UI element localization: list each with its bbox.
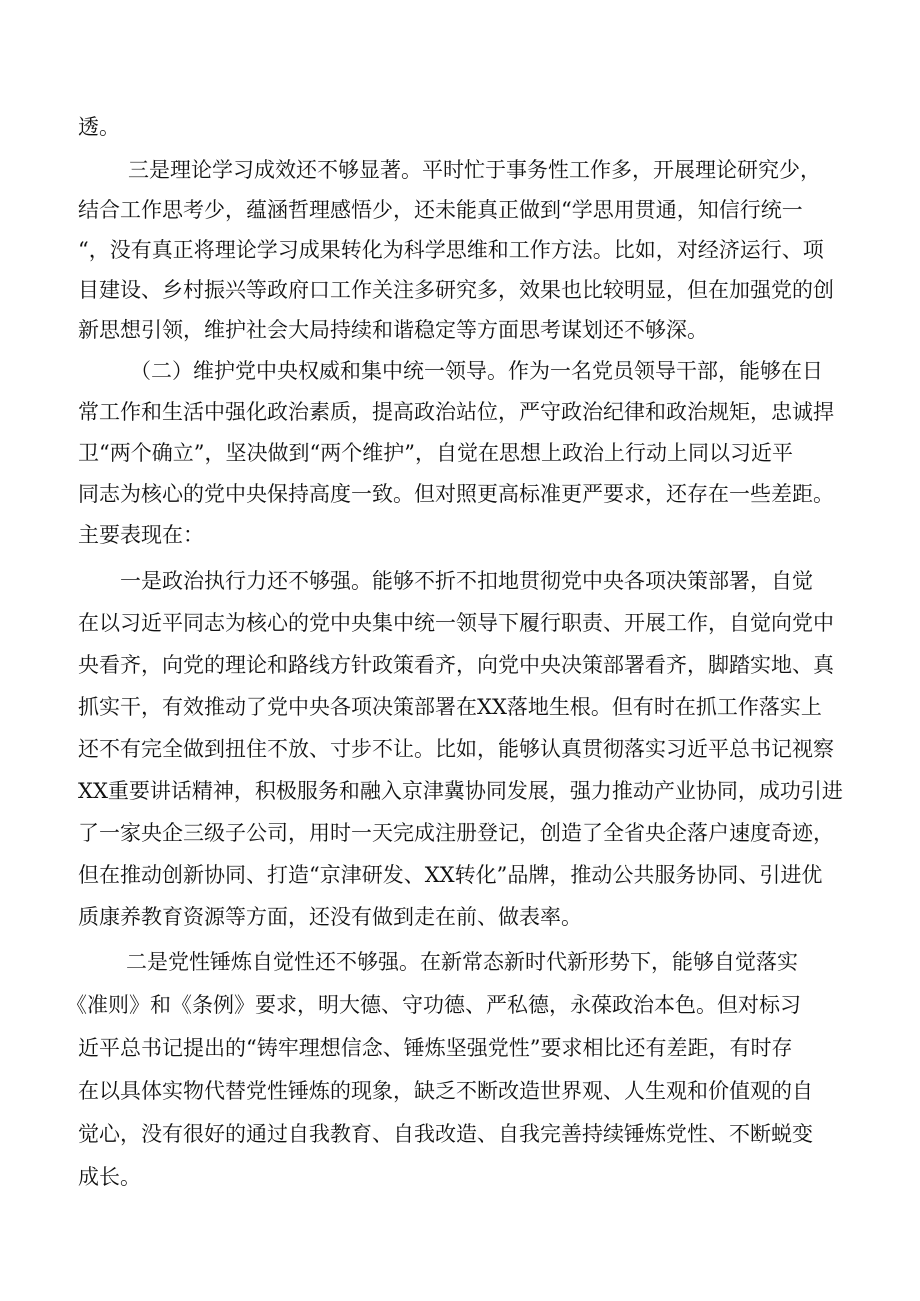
text-line: 常工作和生活中强化政治素质，提高政治站位，严守政治纪律和政治规矩，忠诚捍	[78, 400, 834, 424]
text-line: 抓实干，有效推动了党中央各项决策部署在XX落地生根。但有时在抓工作落实上	[78, 695, 822, 719]
text-line: 但在推动创新协同、打造“京津研发、XX转化”品牌，推动公共服务协同、引进优	[78, 863, 823, 887]
text-line: 成长。	[78, 1165, 141, 1189]
text-line: 觉心，没有很好的通过自我教育、自我改造、自我完善持续锤炼党性、不断蜕变	[78, 1122, 813, 1146]
text-line: “，没有真正将理论学习成果转化为科学思维和工作方法。比如，对经济运行、项	[78, 238, 824, 262]
text-line: 新思想引领，维护社会大局持续和谐稳定等方面思考谋划还不够深。	[78, 318, 708, 342]
text-line: 主要表现在：	[78, 523, 204, 547]
text-line: 在以习近平同志为核心的党中央集中统一领导下履行职责、开展工作，自觉向党中	[78, 611, 834, 635]
text-line: （二）维护党中央权威和集中统一领导。作为一名党员领导干部，能够在日	[130, 359, 823, 383]
text-line: 三是理论学习成效还不够显著。平时忙于事务性工作多，开展理论研究少，	[128, 158, 821, 182]
text-line: 卫“两个确立”，坚决做到“两个维护”，自觉在思想上政治上行动上同以习近平	[78, 441, 793, 465]
text-line: 央看齐，向党的理论和路线方针政策看齐，向党中央决策部署看齐，脚踏实地、真	[78, 653, 834, 677]
text-line: 了一家央企三级子公司，用时一天完成注册登记，创造了全省央企落户速度奇迹，	[78, 821, 834, 845]
text-line: 近平总书记提出的“铸牢理想信念、锤炼坚强党性”要求相比还有差距，有时存	[78, 1036, 793, 1060]
text-line: 目建设、乡村振兴等政府口工作关注多研究多，效果也比较明显，但在加强党的创	[78, 278, 834, 302]
text-line: 在以具体实物代替党性锤炼的现象，缺乏不断改造世界观、人生观和价值观的自	[78, 1079, 813, 1103]
text-line: 同志为核心的党中央保持高度一致。但对照更高标准更严要求，还存在一些差距。	[78, 482, 834, 506]
text-line: 还不有完全做到扭住不放、寸步不让。比如，能够认真贯彻落实习近平总书记视察	[78, 737, 834, 761]
text-line: 结合工作思考少，蕴涵哲理感悟少，还未能真正做到“学思用贯通，知信行统一	[78, 198, 803, 222]
text-line: 二是党性锤炼自觉性还不够强。在新常态新时代新形势下，能够自觉落实	[126, 950, 798, 974]
text-line: 质康养教育资源等方面，还没有做到走在前、做表率。	[78, 905, 582, 929]
text-line: XX重要讲话精神，积极服务和融入京津冀协同发展，强力推动产业协同，成功引进	[78, 779, 843, 803]
text-line: 《准则》和《条例》要求，明大德、守功德、严私德，永葆政治本色。但对标习	[66, 993, 801, 1017]
text-line: 透。	[78, 115, 120, 139]
text-line: 一是政治执行力还不够强。能够不折不扣地贯彻党中央各项决策部署，自觉	[120, 569, 813, 593]
